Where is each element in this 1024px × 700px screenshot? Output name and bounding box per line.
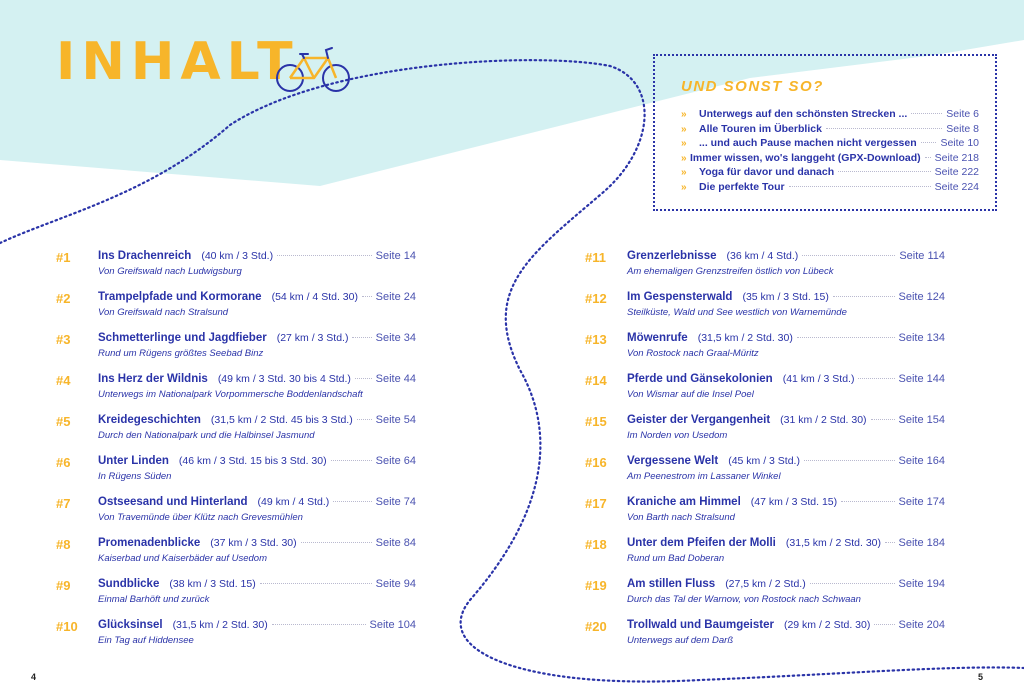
tour-subtitle: Von Greifswald nach Ludwigsburg xyxy=(98,266,242,277)
tour-title: Schmetterlinge und Jagdfieber xyxy=(98,332,267,344)
tour-heading-line xyxy=(98,373,416,385)
tour-subtitle: Im Norden von Usedom xyxy=(627,430,728,441)
tour-heading-line xyxy=(98,455,416,467)
tour-subtitle: Ein Tag auf Hiddensee xyxy=(98,635,194,646)
tour-distance-time: (31,5 km / 2 Std. 30) xyxy=(697,332,793,344)
toc-column-right xyxy=(585,250,945,660)
dot-leader xyxy=(802,255,895,256)
extras-item-label: Alle Touren im Überblick xyxy=(699,122,822,135)
tour-title: Grenzerlebnisse xyxy=(627,250,717,262)
tour-heading-line xyxy=(627,496,945,508)
toc-entry[interactable] xyxy=(585,496,945,537)
tour-page: Seite 204 xyxy=(898,619,945,631)
tour-page: Seite 134 xyxy=(898,332,945,344)
extras-item[interactable] xyxy=(681,166,979,181)
tour-title: Unter Linden xyxy=(98,455,169,467)
extras-list xyxy=(681,108,979,195)
extras-item[interactable] xyxy=(681,181,979,196)
tour-heading-line xyxy=(627,250,945,262)
tour-distance-time: (49 km / 3 Std. 30 bis 4 Std.) xyxy=(217,373,351,385)
extras-item[interactable] xyxy=(681,152,979,167)
tour-page: Seite 34 xyxy=(375,332,416,344)
toc-entry[interactable] xyxy=(56,537,416,578)
dot-leader xyxy=(789,186,931,187)
tour-title: Trollwald und Baumgeister xyxy=(627,619,774,631)
tour-number: #17 xyxy=(585,496,607,511)
tour-subtitle: Steilküste, Wald und See westlich von Warnemünde xyxy=(627,307,847,318)
tour-subtitle: Durch den Nationalpark und die Halbinsel Jasmund xyxy=(98,430,315,441)
tour-number: #16 xyxy=(585,455,607,470)
chevron-right-icon: » xyxy=(681,181,687,193)
tour-distance-time: (31,5 km / 2 Std. 30) xyxy=(785,537,882,549)
tour-subtitle: Von Wismar auf die Insel Poel xyxy=(627,389,754,400)
toc-entry[interactable] xyxy=(56,496,416,537)
tour-title: Ins Drachenreich xyxy=(98,250,192,262)
tour-heading-line xyxy=(98,250,416,262)
chevron-right-icon: » xyxy=(681,109,687,120)
toc-entry[interactable] xyxy=(56,291,416,332)
tour-heading-line xyxy=(627,291,945,303)
toc-entry[interactable] xyxy=(56,578,416,619)
tour-heading-line xyxy=(98,537,416,549)
toc-entry[interactable] xyxy=(56,619,416,660)
tour-heading-line xyxy=(627,332,945,344)
dot-leader xyxy=(885,542,894,543)
tour-distance-time: (47 km / 3 Std. 15) xyxy=(750,496,838,508)
dot-leader xyxy=(277,255,372,256)
tour-distance-time: (36 km / 4 Std.) xyxy=(726,250,799,262)
dot-leader xyxy=(272,624,366,625)
tour-heading-line xyxy=(98,414,416,426)
dot-leader xyxy=(911,113,942,114)
tour-number: #12 xyxy=(585,291,607,306)
tour-distance-time: (38 km / 3 Std. 15) xyxy=(169,578,256,590)
tour-title: Kreidegeschichten xyxy=(98,414,201,426)
extras-item-label: Die perfekte Tour xyxy=(699,180,785,193)
tour-title: Sundblicke xyxy=(98,578,160,590)
tour-number: #15 xyxy=(585,414,607,429)
tour-subtitle: Kaiserbad und Kaiserbäder auf Usedom xyxy=(98,553,267,564)
chevron-right-icon: » xyxy=(681,152,687,164)
tour-heading-line xyxy=(627,578,945,590)
extras-item-label: Immer wissen, wo's langgeht (GPX-Download) xyxy=(690,151,921,164)
dot-leader xyxy=(260,583,372,584)
tour-number: #18 xyxy=(585,537,607,552)
tour-title: Am stillen Fluss xyxy=(627,578,716,590)
tour-number: #20 xyxy=(585,619,607,634)
tour-heading-line xyxy=(627,537,945,549)
tour-title: Trampelpfade und Kormorane xyxy=(98,291,262,303)
dot-leader xyxy=(921,142,937,143)
tour-distance-time: (31,5 km / 2 Std. 30) xyxy=(172,619,268,631)
tour-subtitle: Rund um Bad Doberan xyxy=(627,553,725,564)
dot-leader xyxy=(841,501,894,502)
tour-distance-time: (31 km / 2 Std. 30) xyxy=(780,414,867,426)
dot-leader xyxy=(804,460,895,461)
tour-number: #13 xyxy=(585,332,607,347)
tour-number: #19 xyxy=(585,578,607,593)
tour-subtitle: Von Greifswald nach Stralsund xyxy=(98,307,229,318)
tour-page: Seite 124 xyxy=(898,291,945,303)
extras-item[interactable] xyxy=(681,123,979,138)
tour-number: #14 xyxy=(585,373,607,388)
extras-item-page: Seite 224 xyxy=(934,180,979,193)
chevron-right-icon: » xyxy=(681,138,687,149)
tour-title: Unter dem Pfeifen der Molli xyxy=(627,537,776,549)
tour-heading-line xyxy=(627,414,945,426)
extras-item[interactable] xyxy=(681,108,979,123)
extras-item[interactable] xyxy=(681,137,979,152)
dot-leader xyxy=(838,171,930,172)
tour-subtitle: Einmal Barhöft und zurück xyxy=(98,594,210,605)
dot-leader xyxy=(874,624,894,625)
tour-title: Kraniche am Himmel xyxy=(627,496,741,508)
tour-number: #5 xyxy=(56,414,71,429)
tour-subtitle: Rund um Rügens größtes Seebad Binz xyxy=(98,348,264,359)
tour-distance-time: (27,5 km / 2 Std.) xyxy=(725,578,806,590)
tour-subtitle: In Rügens Süden xyxy=(98,471,172,482)
tour-number: #2 xyxy=(56,291,71,306)
tour-distance-time: (27 km / 3 Std.) xyxy=(276,332,349,344)
dot-leader xyxy=(357,419,372,420)
toc-column-left xyxy=(56,250,416,660)
tour-heading-line xyxy=(627,455,945,467)
tour-distance-time: (41 km / 3 Std.) xyxy=(782,373,855,385)
bicycle-icon xyxy=(274,44,354,96)
dot-leader xyxy=(301,542,372,543)
toc-entry[interactable] xyxy=(585,619,945,660)
tour-heading-line xyxy=(98,496,416,508)
toc-entry[interactable] xyxy=(585,373,945,414)
tour-number: #9 xyxy=(56,578,71,593)
dot-leader xyxy=(810,583,895,584)
tour-number: #7 xyxy=(56,496,71,511)
tour-title: Vergessene Welt xyxy=(627,455,719,467)
toc-entry[interactable] xyxy=(585,578,945,619)
tour-distance-time: (46 km / 3 Std. 15 bis 3 Std. 30) xyxy=(178,455,327,467)
tour-heading-line xyxy=(98,332,416,344)
tour-number: #6 xyxy=(56,455,71,470)
extras-item-page: Seite 222 xyxy=(934,166,979,178)
tour-title: Möwenrufe xyxy=(627,332,688,344)
toc-entry[interactable] xyxy=(585,455,945,496)
tour-subtitle: Von Rostock nach Graal-Müritz xyxy=(627,348,759,359)
chevron-right-icon: » xyxy=(681,167,687,178)
extras-item-page: Seite 8 xyxy=(946,122,979,135)
tour-page: Seite 64 xyxy=(375,455,416,467)
extras-item-label: Unterwegs auf den schönsten Strecken ... xyxy=(699,108,908,120)
tour-page: Seite 184 xyxy=(898,537,945,549)
tour-number: #1 xyxy=(56,250,71,265)
toc-entry[interactable] xyxy=(585,291,945,332)
tour-subtitle: Von Barth nach Stralsund xyxy=(627,512,735,523)
tour-distance-time: (31,5 km / 2 Std. 45 bis 3 Std.) xyxy=(210,414,353,426)
tour-heading-line xyxy=(627,373,945,385)
tour-page: Seite 74 xyxy=(375,496,416,508)
tour-title: Promenadenblicke xyxy=(98,537,201,549)
dot-leader xyxy=(925,157,931,158)
tour-subtitle: Unterwegs auf dem Darß xyxy=(627,635,734,646)
extras-item-page: Seite 218 xyxy=(934,151,979,164)
tour-subtitle: Am Peenestrom im Lassaner Winkel xyxy=(627,471,781,482)
extras-item-page: Seite 6 xyxy=(946,108,979,120)
tour-heading-line xyxy=(98,619,416,631)
tour-title: Geister der Vergangenheit xyxy=(627,414,771,426)
dot-leader xyxy=(833,296,895,297)
tour-page: Seite 154 xyxy=(898,414,945,426)
tour-page: Seite 54 xyxy=(375,414,416,426)
tour-subtitle: Unterwegs im Nationalpark Vorpommersche Boddenlandschaft xyxy=(98,389,363,400)
dot-leader xyxy=(826,128,942,129)
toc-entry[interactable] xyxy=(585,250,945,291)
tour-page: Seite 14 xyxy=(375,250,416,262)
extras-item-label: ... und auch Pause machen nicht vergessen xyxy=(699,137,917,149)
dot-leader xyxy=(362,296,372,297)
page-number-left: 4 xyxy=(31,672,37,682)
extras-item-label: Yoga für davor und danach xyxy=(699,166,835,178)
tour-title: Pferde und Gänsekolonien xyxy=(627,373,773,385)
tour-number: #10 xyxy=(56,619,78,634)
dot-leader xyxy=(333,501,371,502)
tour-page: Seite 144 xyxy=(898,373,945,385)
tour-title: Glücksinsel xyxy=(98,619,163,631)
toc-entry[interactable] xyxy=(56,250,416,291)
tour-page: Seite 194 xyxy=(898,578,945,590)
tour-title: Im Gespensterwald xyxy=(627,291,733,303)
toc-entry[interactable] xyxy=(585,414,945,455)
tour-title: Ins Herz der Wildnis xyxy=(98,373,208,385)
tour-heading-line xyxy=(627,619,945,631)
dot-leader xyxy=(355,378,372,379)
tour-distance-time: (35 km / 3 Std. 15) xyxy=(742,291,829,303)
tour-subtitle: Durch das Tal der Warnow, von Rostock nach Schwaan xyxy=(627,594,861,605)
tour-heading-line xyxy=(98,291,416,303)
tour-page: Seite 44 xyxy=(375,373,416,385)
tour-page: Seite 94 xyxy=(375,578,416,590)
tour-heading-line xyxy=(98,578,416,590)
toc-entry[interactable] xyxy=(56,332,416,373)
tour-page: Seite 84 xyxy=(375,537,416,549)
page-number-right: 5 xyxy=(978,672,984,682)
dot-leader xyxy=(331,460,372,461)
tour-distance-time: (54 km / 4 Std. 30) xyxy=(271,291,358,303)
tour-number: #8 xyxy=(56,537,71,552)
tour-subtitle: Am ehemaligen Grenzstreifen östlich von Lübeck xyxy=(627,266,834,277)
chevron-right-icon: » xyxy=(681,123,687,135)
tour-distance-time: (45 km / 3 Std.) xyxy=(728,455,800,467)
toc-entry[interactable] xyxy=(56,373,416,414)
toc-entry[interactable] xyxy=(585,537,945,578)
tour-distance-time: (29 km / 2 Std. 30) xyxy=(783,619,871,631)
tour-number: #3 xyxy=(56,332,71,347)
toc-entry[interactable] xyxy=(56,414,416,455)
tour-distance-time: (37 km / 3 Std. 30) xyxy=(210,537,297,549)
tour-page: Seite 104 xyxy=(369,619,416,631)
dot-leader xyxy=(858,378,894,379)
extras-box-title: UND SONST SO? xyxy=(681,78,824,95)
tour-subtitle: Von Travemünde über Klütz nach Grevesmühlen xyxy=(98,512,303,523)
extras-box xyxy=(653,54,997,211)
tour-page: Seite 164 xyxy=(898,455,945,467)
tour-distance-time: (40 km / 3 Std.) xyxy=(201,250,274,262)
page-title: INHALT xyxy=(56,32,299,92)
tour-title: Ostseesand und Hinterland xyxy=(98,496,248,508)
tour-distance-time: (49 km / 4 Std.) xyxy=(257,496,330,508)
toc-entry[interactable] xyxy=(56,455,416,496)
dot-leader xyxy=(352,337,371,338)
tour-page: Seite 24 xyxy=(375,291,416,303)
dot-leader xyxy=(797,337,895,338)
toc-entry[interactable] xyxy=(585,332,945,373)
tour-page: Seite 174 xyxy=(898,496,945,508)
extras-item-page: Seite 10 xyxy=(940,137,979,149)
tour-number: #11 xyxy=(585,250,606,265)
dot-leader xyxy=(871,419,895,420)
tour-page: Seite 114 xyxy=(899,250,945,262)
tour-number: #4 xyxy=(56,373,71,388)
